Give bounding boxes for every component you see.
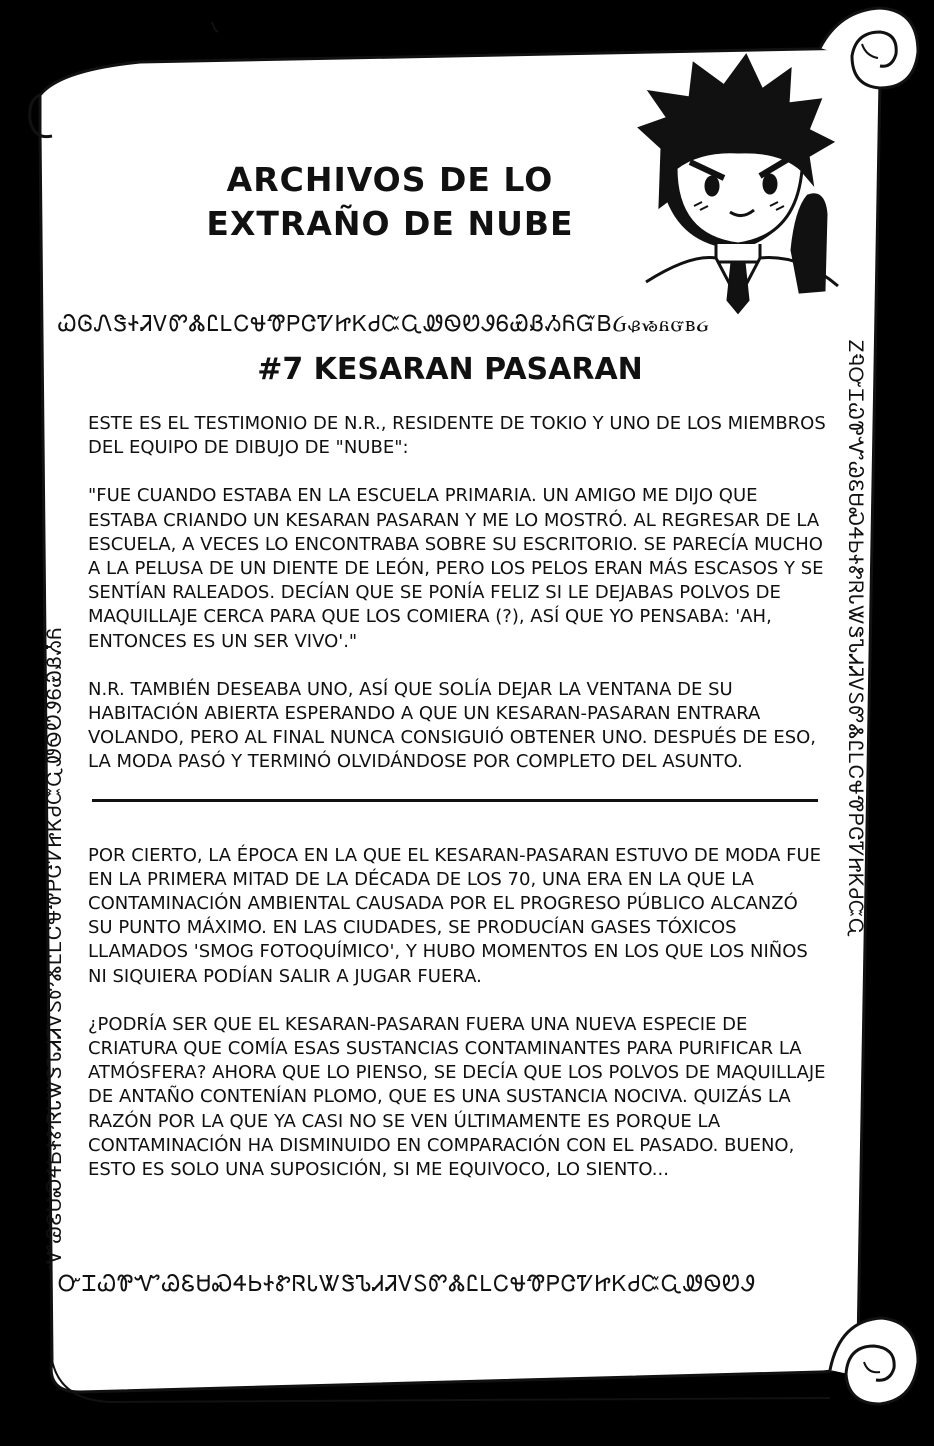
paragraph-nr-wish: N.R. TAMBIÉN DESEABA UNO, ASÍ QUE SOLÍA DEJAR LA VENTANA DE SU HABITACIÓN ABIERTA ESPERANDO A QUE UN KESARAN-PASARAN ENTRARA VOLANDO, PERO AL FINAL NUNCA CONSIGUIÓ OBTENER UNO. DESPUÉS DE ESO, LA MODA PASÓ Y TERMINÓ OLVIDÁNDOSE POR COMPLETO DEL ASUNTO.	[88, 678, 817, 773]
paragraph-testimony: "FUE CUANDO ESTABA EN LA ESCUELA PRIMARIA. UN AMIGO ME DIJO QUE ESTABA CRIANDO UN KESARAN PASARAN Y ME LO MOSTRÓ. AL REGRESAR DE LA ESCUELA, A VECES LO ENCONTRABA SOBRE SU ESCRITORIO. SE PARECÍA MUCHO A LA PELUSA DE UN DIENTE DE LEÓN, PERO LOS PELOS ERAN MÁS ESCASOS Y SE SENTÍAN RALEADOS. DECÍAN QUE SE PONÍA FELIZ SI LE DEJABAS POLVOS DE MAQUILLAJE CERCA PARA QUE LOS COMIERA (?), ASÍ QUE YO PENSABA: 'AH, ENTONCES ES UN SER VIVO'."	[88, 485, 824, 652]
article-title: #7 KESARAN PASARAN	[257, 352, 643, 387]
page-title	[190, 158, 590, 246]
paragraph-intro: ESTE ES EL TESTIMONIO DE N.R., RESIDENTE DE TOKIO Y UNO DE LOS MIEMBROS DEL EQUIPO DE DIBUJO DE "NUBE":	[88, 413, 826, 459]
glyph-border-top: ᏇᎶᏁᏕᏐᏘᏙᏛᏜᏝᏞᏟᏠᏡᏢᏣᏤᏥᏦᏧᏨᏩᏪᏫᏬᏭᏮᏯᏰᏱᏲᏳᏴᏵᏸᏹᏺᏻᏼᏽ	[58, 312, 710, 337]
section-divider	[92, 799, 818, 802]
page-title-line-2: EXTRAÑO DE NUBE	[206, 204, 574, 243]
glyph-border-left: ᏉᏊᏋᏌᏍᏎᏏᏐᏑᏒᏓᏔᏕᏖᏗᏘᏙᏚᏛᏜᏝᏞᏟᏠᏡᏢᏣᏤᏥᏦᏧᏨᏩᏪᏫᏬᏭᏮᏯᏰᏱᏲ	[42, 626, 66, 1268]
page-title-line-1: ARCHIVOS DE LO	[226, 160, 554, 199]
glyph-border-bottom: ᏅᏆᏇᏈᏉᏊᏋᏌᏍᏎᏏᏐᏑᏒᏓᏔᏕᏖᏗᏘᏙᏚᏛᏜᏝᏞᏟᏠᏡᏢᏣᏤᏥᏦᏧᏨᏩᏪᏫᏬᏭ	[58, 1272, 756, 1297]
paragraph-theory: ¿PODRÍA SER QUE EL KESARAN-PASARAN FUERA UNA NUEVA ESPECIE DE CRIATURA QUE COMÍA ESAS SUSTANCIAS CONTAMINANTES PARA PURIFICAR LA ATMÓSFERA? AHORA QUE LO PIENSO, SE DECÍA QUE LOS POLVOS DE MAQUILLAJE DE ANTAÑO CONTENÍAN PLOMO, QUE ES UNA SUSTANCIA NOCIVA. QUIZÁS LA RAZÓN POR LA QUE YA CASI NO SE VEN ÚLTIMAMENTE ES PORQUE LA CONTAMINACIÓN HA DISMINUIDO EN COMPARACIÓN CON EL PASADO. BUENO, ESTO ES SOLO UNA SUPOSICIÓN, SI ME EQUIVOCO, LO SIENTO...	[88, 1013, 826, 1181]
glyph-border-right: ᏃᏄᏅᏆᏇᏈᏉᏊᏋᏌᏍᏎᏏᏐᏑᏒᏓᏔᏕᏖᏗᏘᏙᏚᏛᏜᏝᏞᏟᏠᏡᏢᏣᏤᏥᏦᏧᏨᏩ	[844, 340, 868, 939]
article-body	[88, 412, 828, 1206]
paragraph-pollution: POR CIERTO, LA ÉPOCA EN LA QUE EL KESARAN-PASARAN ESTUVO DE MODA FUE EN LA PRIMERA MITAD DE LA DÉCADA DE LOS 70, UNA ERA EN LA QUE LA CONTAMINACIÓN AMBIENTAL CAUSADA POR EL PROGRESO PÚBLICO ALCANZÓ SU PUNTO MÁXIMO. EN LAS CIUDADES, SE PRODUCÍAN GASES TÓXICOS LLAMADOS 'SMOG FOTOQUÍMICO', Y HUBO MOMENTOS EN LOS QUE LOS NIÑOS NI SIQUIERA PODÍAN SALIR A JUGAR FUERA.	[88, 844, 822, 987]
